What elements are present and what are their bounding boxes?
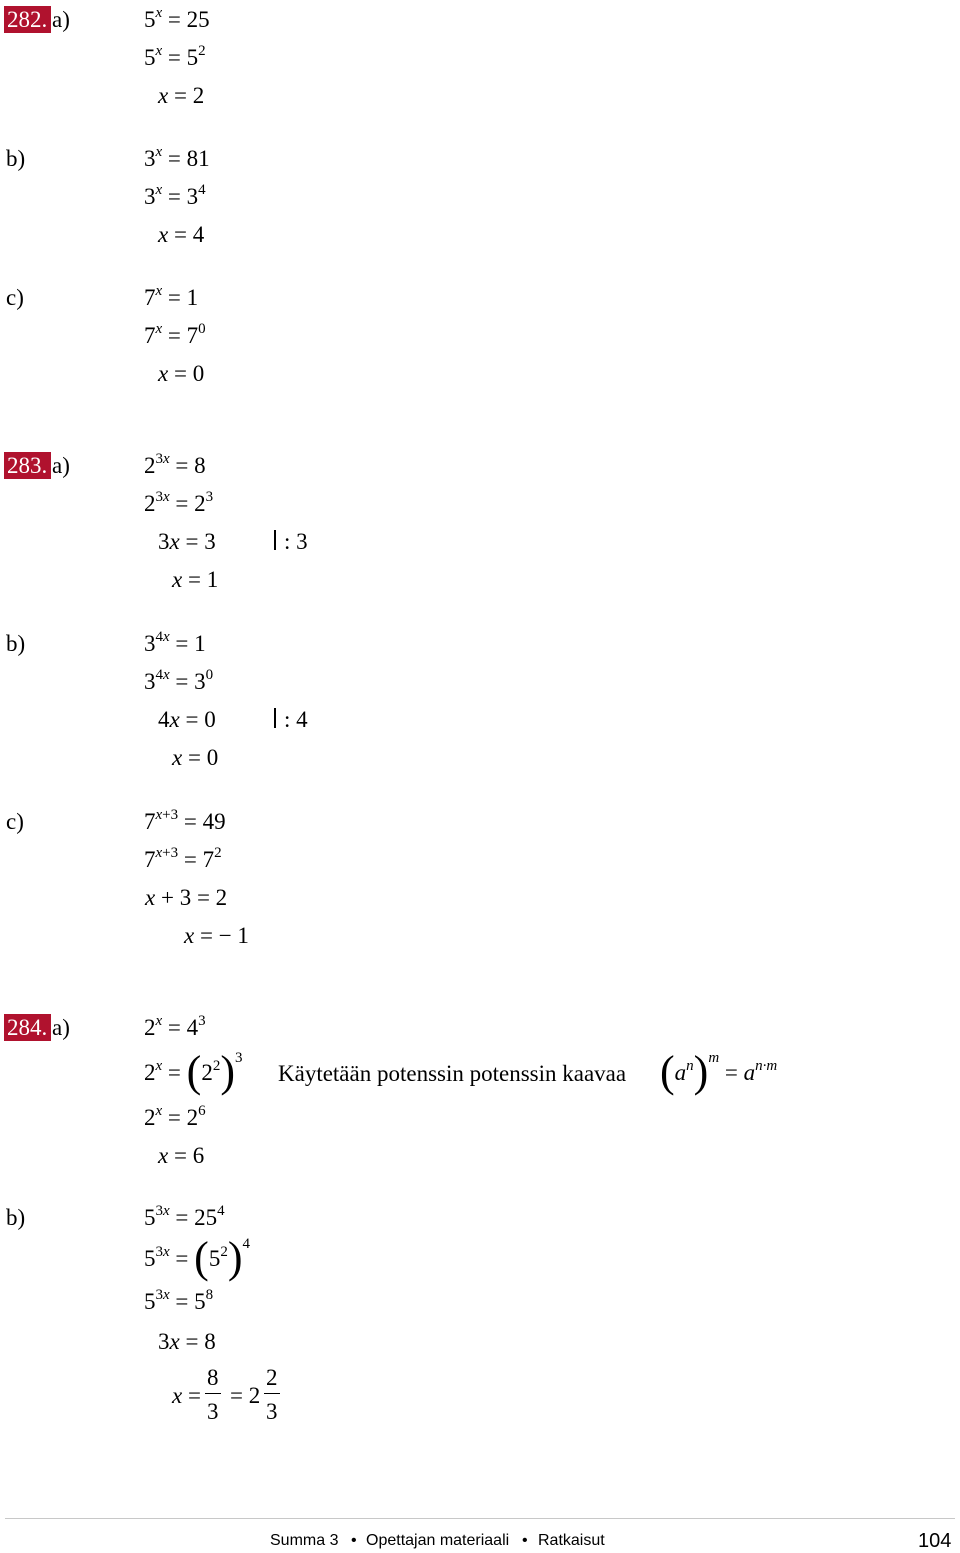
equation-282b-3: x = 4 — [158, 222, 205, 247]
equation-283a-4: x = 1 — [172, 567, 219, 592]
page-number: 104 — [918, 1530, 952, 1552]
equation-283b-3: 4x = 0 — [158, 707, 216, 732]
equation-284b-5-mid: = 2 — [230, 1383, 261, 1408]
equation-282c-2: $7^x = 7^0$ — [144, 321, 206, 348]
equation-284b-2: $5^{3x} = (5^2)^4$ — [144, 1233, 250, 1282]
power-of-power-formula: $(a^n)^m = a^{n\cdot m}$ — [660, 1047, 778, 1096]
part-label-283a: a) — [52, 453, 70, 478]
part-label-282c: c) — [6, 285, 24, 310]
divide-bar — [274, 530, 276, 550]
equation-283c-1: $7^{x+3} = 49$ — [144, 807, 226, 834]
divide-note-283a: : 3 — [284, 529, 308, 554]
equation-284a-1: $2^x = 4^3$ — [144, 1013, 206, 1040]
equation-283b-4: x = 0 — [172, 745, 219, 770]
equation-283a-3: 3x = 3 — [158, 529, 216, 554]
problem-number-284: 284. — [4, 1014, 51, 1041]
equation-282c-3: x = 0 — [158, 361, 205, 386]
equation-284b-1: $5^{3x} = 25^4$ — [144, 1203, 225, 1230]
divide-bar — [274, 708, 276, 728]
equation-284a-4: x = 6 — [158, 1143, 205, 1168]
equation-282b-2: $3^x = 3^4$ — [144, 182, 206, 209]
formula-note: Käytetään potenssin potenssin kaavaa — [278, 1061, 627, 1086]
footer-section: Ratkaisut — [538, 1532, 605, 1549]
equation-283c-3: x + 3 = 2 — [145, 885, 228, 910]
equation-283c-2: $7^{x+3} = 7^2$ — [144, 845, 222, 872]
equation-284b-4: 3x = 8 — [158, 1329, 216, 1354]
fraction-eight-thirds: $\frac{8}{3}$ — [207, 1365, 219, 1424]
equation-283a-1: $2^{3x} = 8$ — [144, 451, 206, 478]
part-label-282a: a) — [52, 7, 70, 32]
part-label-283b: b) — [6, 631, 26, 656]
problem-number-283: 283. — [4, 452, 51, 479]
fraction-two-thirds: $\frac{2}{3}$ — [266, 1365, 278, 1424]
equation-282b-1: $3^x = 81$ — [144, 144, 210, 171]
part-label-283c: c) — [6, 809, 24, 834]
equation-283c-4: x = − 1 — [184, 923, 249, 948]
problem-number-282: 282. — [4, 6, 51, 33]
equation-282a-1: $5^x = 25$ — [144, 5, 210, 32]
equation-282a-2: $5^x = 5^2$ — [144, 43, 206, 70]
divide-note-283b: : 4 — [284, 707, 308, 732]
equation-283a-2: $2^{3x} = 2^3$ — [144, 489, 214, 516]
footer-separator: • — [522, 1532, 528, 1549]
footer-material: Opettajan materiaali — [366, 1532, 510, 1549]
footer-book: Summa 3 — [270, 1532, 339, 1549]
equation-282a-3: x = 2 — [158, 83, 205, 108]
equation-283b-2: $3^{4x} = 3^0$ — [144, 667, 214, 694]
equation-282c-1: $7^x = 1$ — [144, 283, 199, 310]
equation-284b-5-lhs: x = — [172, 1383, 201, 1408]
equation-283b-1: $3^{4x} = 1$ — [144, 629, 206, 656]
equation-284b-3: $5^{3x} = 5^8$ — [144, 1287, 214, 1314]
footer-separator: • — [351, 1532, 357, 1549]
part-label-282b: b) — [6, 146, 26, 171]
footer-divider — [5, 1518, 955, 1519]
equation-284a-2: $2^x = (2^2)^3$ — [144, 1047, 243, 1096]
part-label-284a: a) — [52, 1015, 70, 1040]
equation-284a-3: $2^x = 2^6$ — [144, 1103, 206, 1130]
part-label-284b: b) — [6, 1205, 26, 1230]
